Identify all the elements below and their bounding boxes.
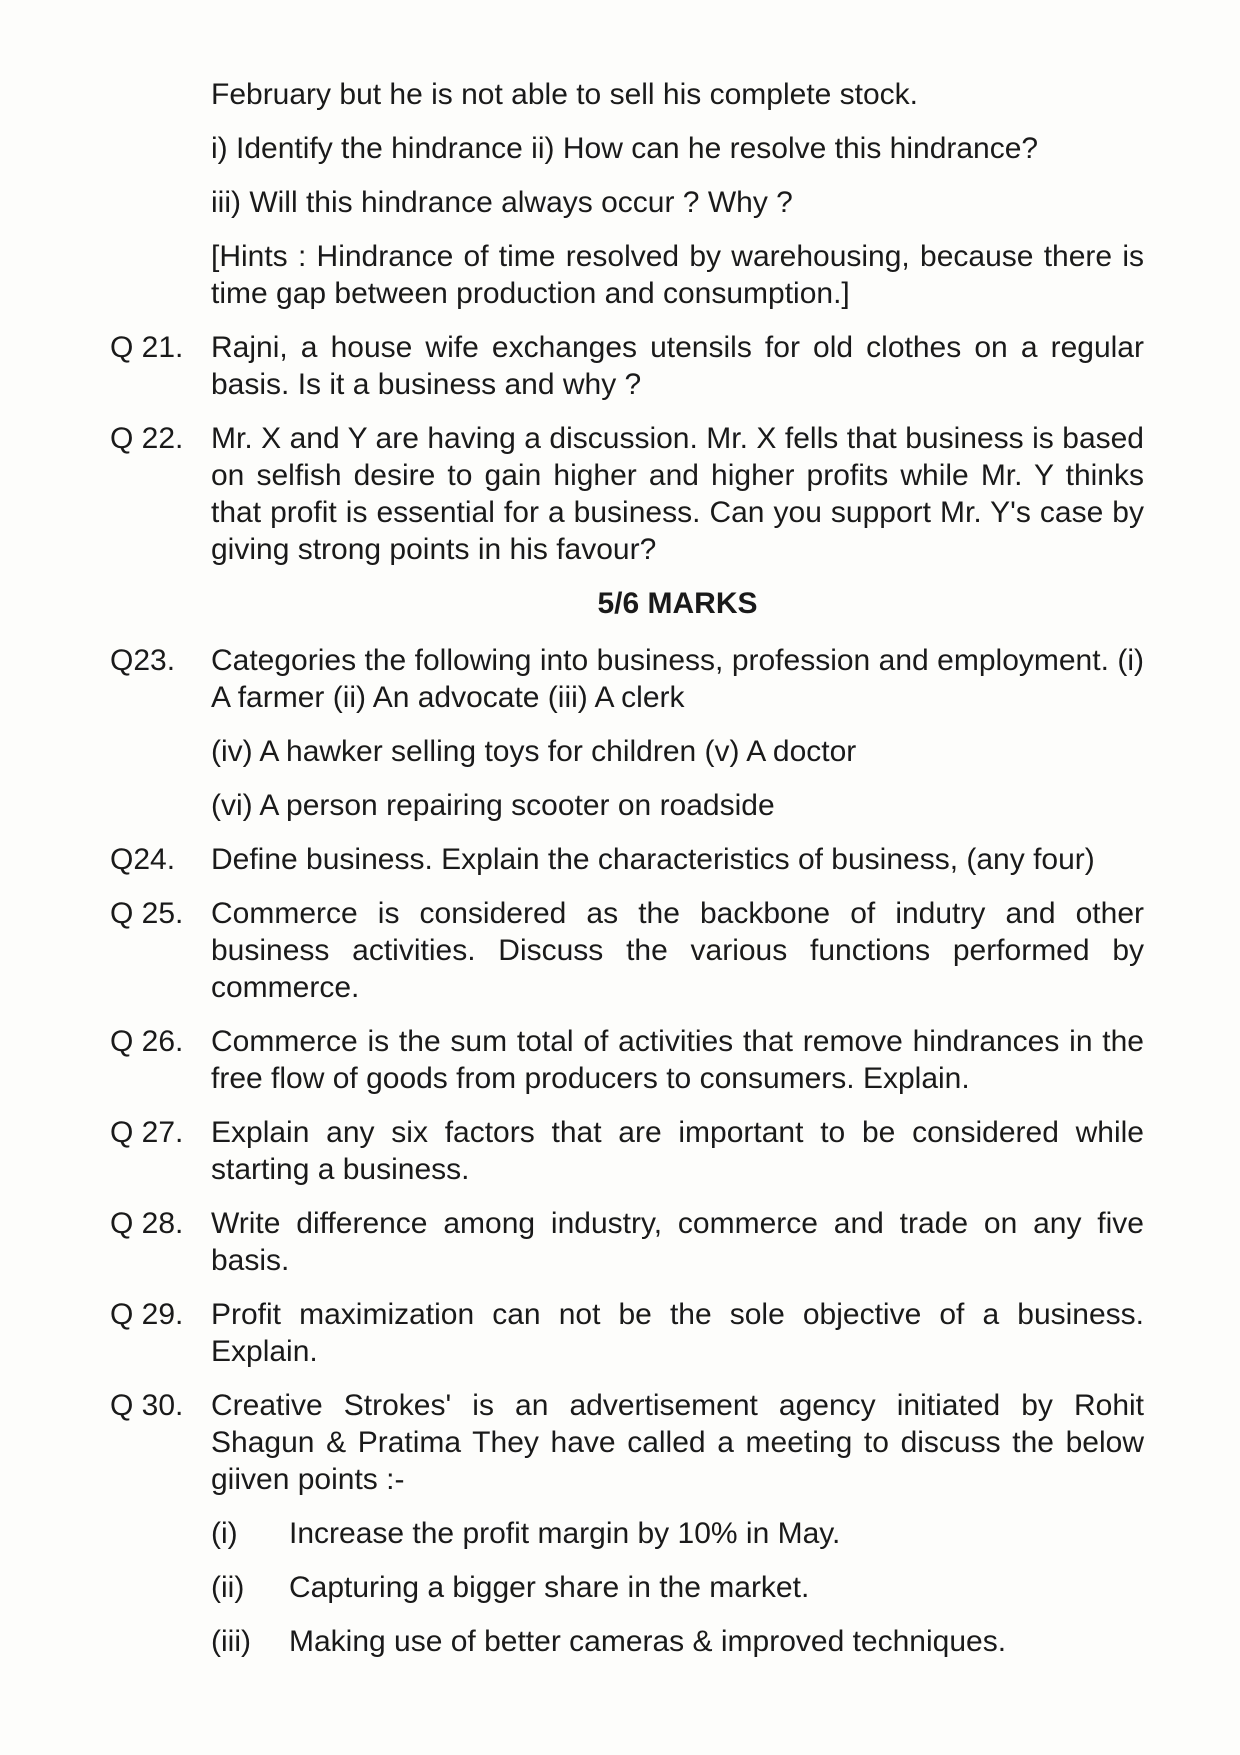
- question-23: [110, 642, 1144, 716]
- question-text: Profit maximization can not be the sole objective of a business. Explain.: [211, 1298, 1144, 1368]
- question-text: Commerce is the sum total of activities that remove hindrances in the free flow of goods from producers to consumers. Explain.: [211, 1025, 1144, 1095]
- question-text: Creative Strokes' is an advertisement agency initiated by Rohit Shagun & Pratima They have called a meeting to discuss the below giiven points :-: [211, 1389, 1144, 1496]
- question-21: [110, 329, 1144, 403]
- question-number: Q24.: [110, 843, 176, 876]
- intro-line-1: February but he is not able to sell his complete stock.: [211, 78, 919, 111]
- question-28: [110, 1205, 1144, 1279]
- question-text: Commerce is considered as the backbone of indutry and other business activities. Discuss the various functions performed by commerce.: [211, 897, 1144, 1004]
- question-number: Q 30.: [110, 1389, 184, 1422]
- question-30-item: [110, 1515, 1144, 1552]
- question-text: Mr. X and Y are having a discussion. Mr. X fells that business is based on selfish desire to gain higher and higher profits while Mr. Y thinks that profit is essential for a business. Can you support Mr. Y's case by giving strong points in his favour?: [211, 422, 1144, 566]
- question-25: [110, 895, 1144, 1006]
- item-text: Capturing a bigger share in the market.: [289, 1571, 810, 1604]
- question-23-line-2: (iv) A hawker selling toys for children (v) A doctor: [211, 735, 857, 768]
- item-label: (ii): [211, 1571, 245, 1604]
- question-30: [110, 1387, 1144, 1498]
- question-number: Q 22.: [110, 422, 184, 455]
- question-text: Define business. Explain the characteristics of business, (any four): [211, 843, 1095, 876]
- question-text: Write difference among industry, commerce and trade on any five basis.: [211, 1207, 1144, 1277]
- question-26: [110, 1023, 1144, 1097]
- item-label: (iii): [211, 1625, 251, 1658]
- item-text: Making use of better cameras & improved techniques.: [289, 1625, 1007, 1658]
- intro-line-3: iii) Will this hindrance always occur ? Why ?: [211, 186, 793, 219]
- question-text: Rajni, a house wife exchanges utensils for old clothes on a regular basis. Is it a business and why ?: [211, 331, 1144, 401]
- item-label: (i): [211, 1517, 238, 1550]
- intro-hint: [Hints : Hindrance of time resolved by warehousing, because there is time gap between production and consumption.]: [211, 240, 1144, 310]
- question-number: Q 26.: [110, 1025, 184, 1058]
- question-24: [110, 841, 1144, 878]
- question-number: Q 21.: [110, 331, 184, 364]
- question-number: Q23.: [110, 644, 176, 677]
- question-30-item: [110, 1569, 1144, 1606]
- question-number: Q 25.: [110, 897, 184, 930]
- intro-line-2: i) Identify the hindrance ii) How can he resolve this hindrance?: [211, 132, 1039, 165]
- question-27: [110, 1114, 1144, 1188]
- question-number: Q 27.: [110, 1116, 184, 1149]
- question-number: Q 28.: [110, 1207, 184, 1240]
- question-text: Categories the following into business, profession and employment. (i) A farmer (ii) An advocate (iii) A clerk: [211, 644, 1144, 714]
- question-text: Explain any six factors that are important to be considered while starting a business.: [211, 1116, 1144, 1186]
- question-29: [110, 1296, 1144, 1370]
- question-23-line-3: (vi) A person repairing scooter on roadside: [211, 789, 775, 822]
- section-heading: 5/6 MARKS: [597, 587, 758, 620]
- question-number: Q 29.: [110, 1298, 184, 1331]
- question-30-item: [110, 1623, 1144, 1660]
- item-text: Increase the profit margin by 10% in May.: [289, 1517, 841, 1550]
- question-22: [110, 420, 1144, 568]
